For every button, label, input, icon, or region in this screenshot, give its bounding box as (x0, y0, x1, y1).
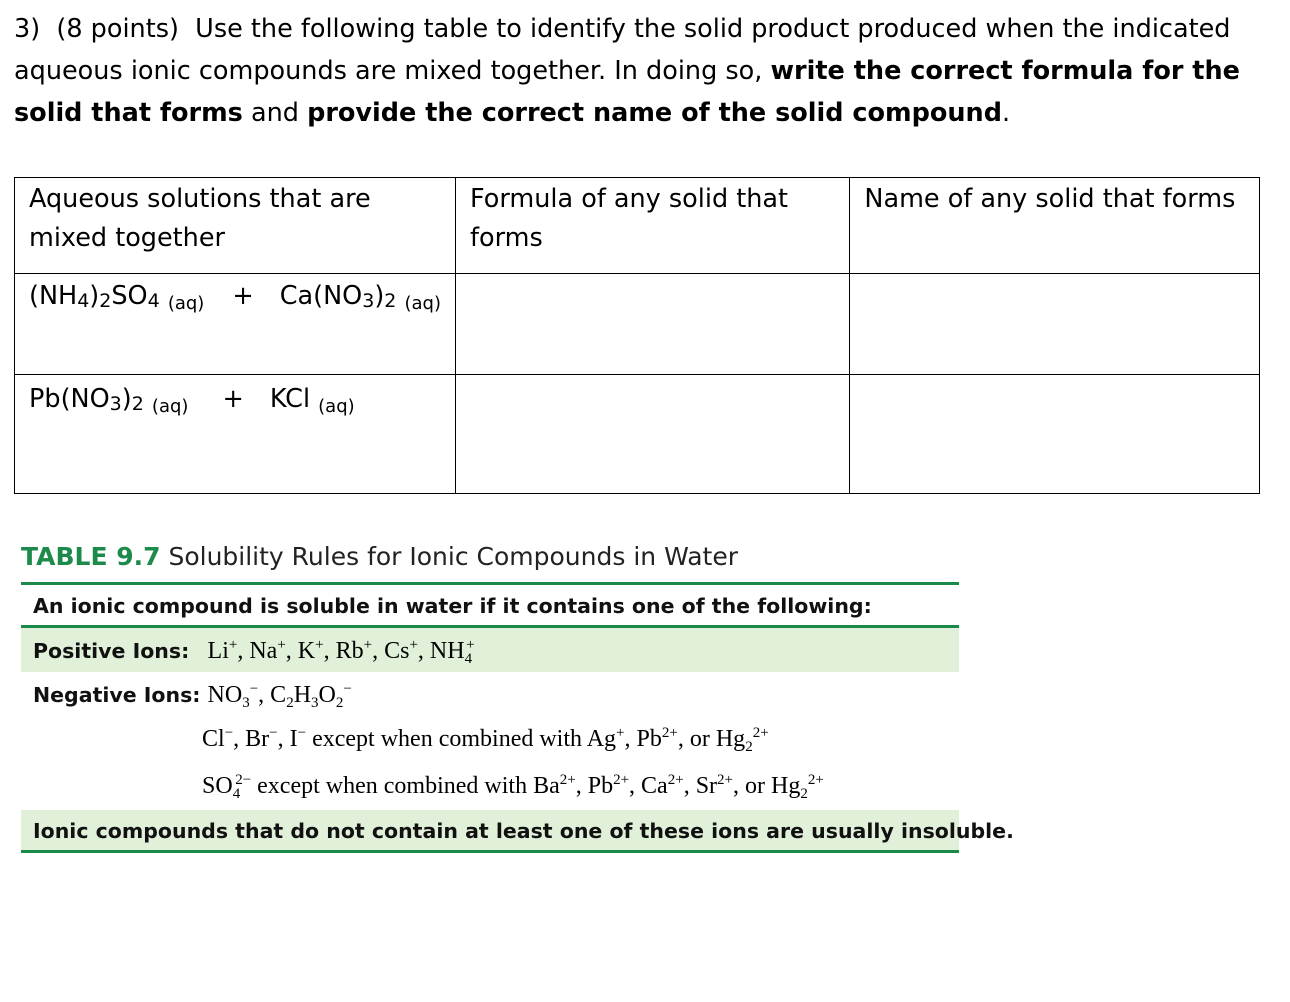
solubility-title (21, 536, 959, 585)
name-answer-cell[interactable] (850, 274, 1260, 375)
question-instructions: Use the following table to identify the solid product produced when the indicated aqueous ionic compounds are mixed together. In doing so, (14, 14, 1231, 86)
table-row (15, 375, 1260, 494)
reactant-potassium-chloride: KCl (aq) (269, 384, 355, 417)
reaction-equation (15, 274, 455, 314)
sulfate-rule: $SO_4^{2-}$ except when combined with $Ba^{2+}$, $Pb^{2+}$, $Ca^{2+}$, $Sr^{2+}$, or $Hg_2^{2+}$ (202, 772, 824, 802)
question-number: 3) (14, 14, 41, 44)
positive-ions-list: Li+, Na+, K+, Rb+, Cs+, $NH_4^+$ (207, 637, 475, 667)
reaction-equation (15, 375, 455, 417)
solubility-rules-table (21, 536, 1014, 853)
solubility-intro: An ionic compound is soluble in water if it contains one of the following: (21, 585, 959, 628)
table-row (15, 274, 1260, 375)
plus-sign: + (232, 281, 254, 311)
table-title: Solubility Rules for Ionic Compounds in Water (168, 542, 738, 571)
question-period: . (1001, 98, 1011, 128)
question-bold-name: provide the correct name of the solid compound (307, 98, 1002, 128)
header-cell-solutions: Aqueous solutions that are mixed together (15, 178, 456, 274)
formula-answer-cell[interactable] (456, 274, 850, 375)
header-cell-name: Name of any solid that forms (850, 178, 1260, 274)
positive-ions-row (21, 628, 959, 672)
solubility-footer: Ionic compounds that do not contain at least one of these ions are usually insoluble. (21, 810, 959, 853)
plus-sign: + (222, 384, 244, 414)
table-label: TABLE 9.7 (21, 542, 161, 571)
question-bold-formula: write the correct formula for the solid that forms (14, 56, 1240, 128)
reactant-calcium-nitrate: $Ca(NO_3)_2$ (aq) (279, 281, 441, 314)
question-and: and (250, 98, 299, 128)
header-cell-formula: Formula of any solid that forms (456, 178, 850, 274)
reactant-ammonium-sulfate: $(NH_4)_2SO_4$ (aq) (29, 281, 205, 314)
negative-ions-list: $NO_3^-$, $C_2H_3O_2^-$ (207, 681, 352, 711)
reactant-lead-nitrate: $Pb(NO_3)_2$ (aq) (29, 384, 189, 417)
negative-ions-label: Negative Ions: (33, 683, 201, 707)
question-text (14, 8, 1276, 134)
halide-rule: Cl−, Br−, I− except when combined with Ag+, $Pb^{2+}$, or $Hg_2^{2+}$ (202, 725, 769, 755)
positive-ions-label: Positive Ions: (33, 639, 190, 663)
negative-ions-row (21, 672, 959, 716)
name-answer-cell[interactable] (850, 375, 1260, 494)
answer-table (14, 177, 1260, 494)
formula-answer-cell[interactable] (456, 375, 850, 494)
question-points: (8 points) (56, 14, 179, 44)
answer-table-header (15, 178, 1260, 274)
reactants-cell (15, 375, 456, 494)
reactants-cell (15, 274, 456, 375)
